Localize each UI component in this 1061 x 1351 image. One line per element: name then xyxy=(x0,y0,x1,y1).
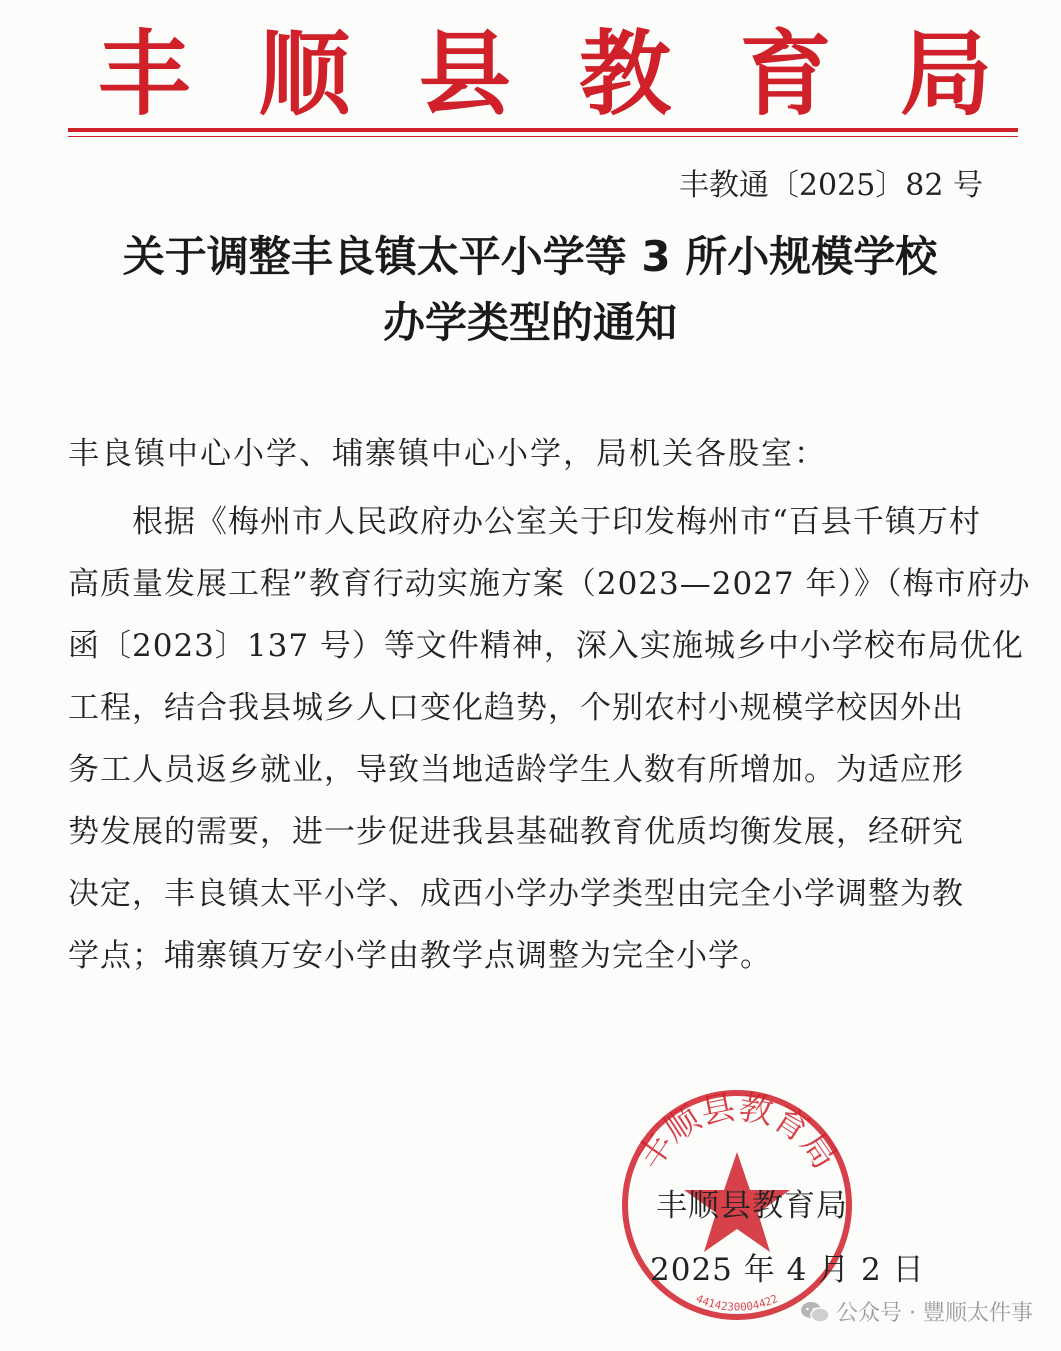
body-line: 学点；埔寨镇万安小学由教学点调整为完全小学。 xyxy=(68,938,772,974)
seal-text: 丰顺县教育局 xyxy=(629,1087,845,1177)
document-title-line-1: 关于调整丰良镇太平小学等 3 所小规模学校 xyxy=(122,232,938,281)
watermark-text: 公众号 · 豐顺太件事 xyxy=(836,1301,1033,1326)
signature-org: 丰顺县教育局 xyxy=(656,1188,848,1224)
document-title-line-2: 办学类型的通知 xyxy=(382,298,677,347)
letterhead-char: 顺 xyxy=(258,21,351,128)
body-line: 工程，结合我县城乡人口变化趋势，个别农村小规模学校因外出 xyxy=(68,690,964,726)
signature-date: 2025 年 4 月 2 日 xyxy=(650,1252,925,1288)
letterhead xyxy=(70,20,1020,130)
body-line: 根据《梅州市人民政府办公室关于印发梅州市“百县千镇万村 xyxy=(68,504,981,540)
body-line: 势发展的需要，进一步促进我县基础教育优质均衡发展，经研究 xyxy=(68,814,964,850)
letterhead-char: 丰 xyxy=(98,21,191,128)
watermark xyxy=(800,1296,1033,1327)
body-line: 高质量发展工程”教育行动实施方案（2023—2027 年）》（梅市府办 xyxy=(68,566,1031,602)
letterhead-char: 育 xyxy=(739,21,832,128)
document-number: 丰教通〔2025〕82 号 xyxy=(678,168,983,203)
letterhead-char: 县 xyxy=(418,21,511,128)
body-line: 决定，丰良镇太平小学、成西小学办学类型由完全小学调整为教 xyxy=(68,876,964,912)
letterhead-rule-thin xyxy=(68,136,1018,137)
body-line: 函〔2023〕137 号）等文件精神，深入实施城乡中小学校布局优化 xyxy=(68,628,1024,664)
body-line: 务工人员返乡就业，导致当地适龄学生人数有所增加。为适应形 xyxy=(68,752,964,788)
letterhead-char: 教 xyxy=(579,21,672,128)
letterhead-rule xyxy=(68,128,1018,132)
letterhead-char: 局 xyxy=(899,21,992,128)
seal-code: 4414230004422 xyxy=(694,1291,780,1314)
salutation: 丰良镇中心小学、埔寨镇中心小学，局机关各股室： xyxy=(68,436,827,472)
wechat-icon xyxy=(800,1301,830,1323)
